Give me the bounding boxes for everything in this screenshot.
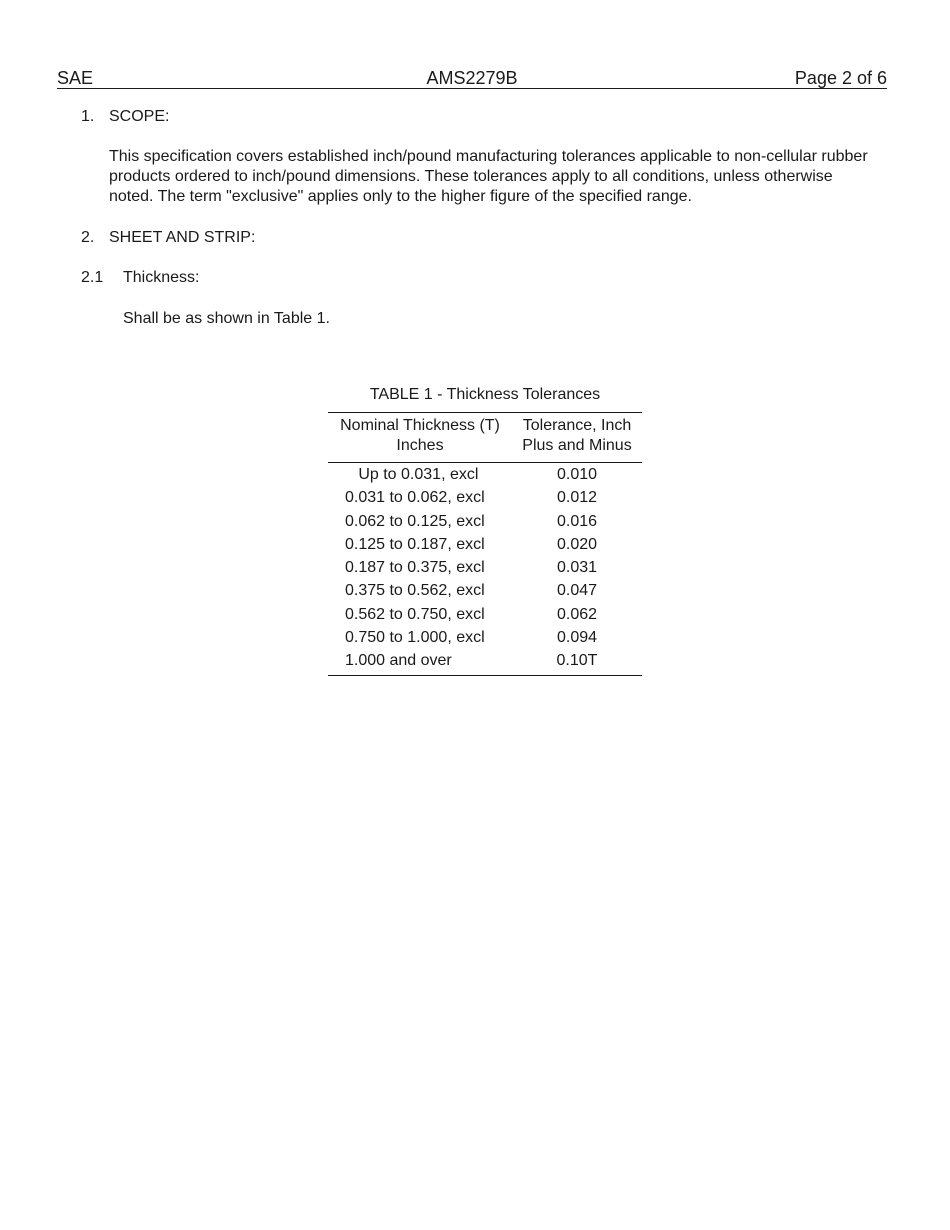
header-col1-line1: Nominal Thickness (T) bbox=[340, 417, 500, 434]
cell-tolerance: 0.020 bbox=[556, 535, 598, 553]
section-1-number: 1. bbox=[81, 108, 95, 125]
table-title: TABLE 1 - Thickness Tolerances bbox=[369, 386, 601, 403]
cell-range: 0.187 to 0.375, excl bbox=[345, 559, 485, 577]
table bbox=[328, 412, 642, 676]
cell-range: 0.062 to 0.125, excl bbox=[345, 512, 485, 530]
cell-range: 0.750 to 1.000, excl bbox=[345, 629, 485, 647]
table-row bbox=[328, 579, 642, 602]
cell-tolerance: 0.062 bbox=[556, 605, 598, 623]
table-row bbox=[328, 486, 642, 509]
table-row bbox=[328, 603, 642, 626]
section-2-1-number: 2.1 bbox=[81, 269, 104, 286]
header-org: SAE bbox=[57, 68, 94, 88]
header-tolerance bbox=[512, 413, 642, 463]
cell-tolerance: 0.031 bbox=[556, 559, 598, 577]
header-col2-line1: Tolerance, Inch bbox=[522, 417, 632, 434]
table-row bbox=[328, 626, 642, 649]
header-col2-line2: Plus and Minus bbox=[522, 437, 632, 454]
section-1-title: SCOPE: bbox=[109, 108, 170, 125]
page-header bbox=[57, 68, 887, 89]
table-row bbox=[328, 649, 642, 675]
section-2-1-title: Thickness: bbox=[123, 269, 200, 286]
table-row bbox=[328, 510, 642, 533]
cell-tolerance: 0.016 bbox=[556, 512, 598, 530]
cell-range: 1.000 and over bbox=[345, 652, 452, 670]
header-nominal-thickness bbox=[328, 413, 512, 463]
cell-range: 0.125 to 0.187, excl bbox=[345, 535, 485, 553]
table-header-row bbox=[328, 413, 642, 463]
section-1-paragraph: This specification covers established inch/pound manufacturing tolerances applicable to non-cellular rubber products ordered to inch/pound dimensions. These tolerances apply to all conditions, unless otherwise noted. The term "exclusive" applies only to the higher figure of the specified range. bbox=[109, 148, 868, 205]
cell-tolerance: 0.012 bbox=[556, 489, 598, 507]
cell-tolerance: 0.10T bbox=[556, 652, 598, 670]
cell-range: 0.562 to 0.750, excl bbox=[345, 605, 485, 623]
cell-tolerance: 0.010 bbox=[556, 466, 598, 483]
cell-range: 0.375 to 0.562, excl bbox=[345, 582, 485, 600]
header-page-number: Page 2 of 6 bbox=[794, 68, 887, 88]
header-doc-id: AMS2279B bbox=[426, 68, 518, 88]
cell-tolerance: 0.047 bbox=[556, 582, 598, 600]
cell-range: 0.031 to 0.062, excl bbox=[345, 489, 485, 507]
table-row bbox=[328, 533, 642, 556]
section-2-1-text: Shall be as shown in Table 1. bbox=[123, 310, 330, 327]
thickness-tolerance-table bbox=[328, 385, 642, 676]
cell-tolerance: 0.094 bbox=[556, 629, 598, 647]
header-col1-line2: Inches bbox=[396, 437, 444, 454]
table-row bbox=[328, 556, 642, 579]
cell-range: Up to 0.031, excl bbox=[345, 466, 479, 483]
section-2-number: 2. bbox=[81, 229, 95, 246]
table-row bbox=[328, 463, 642, 487]
section-2-title: SHEET AND STRIP: bbox=[109, 229, 256, 246]
